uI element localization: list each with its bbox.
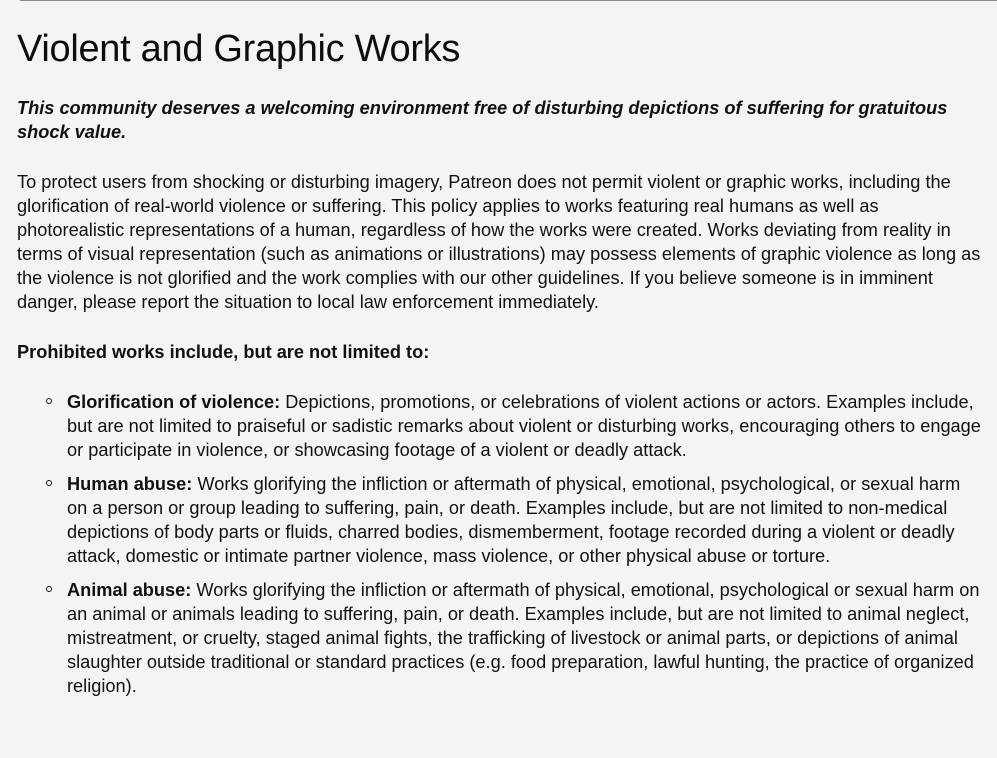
- list-item-text: Depictions, promotions, or celebrations of violent actions or actors. Examples include, but are not limited to praiseful or sadistic remarks about violent or disturbing works, encouraging others to engage or participate in violence, or showcasing footage of a violent or deadly attack.: [67, 392, 981, 460]
- list-item-term: Glorification of violence:: [67, 392, 281, 412]
- list-item-animal-abuse: [17, 578, 985, 698]
- policy-body: To protect users from shocking or disturbing imagery, Patreon does not permit violent or graphic works, including the glorification of real-world violence or suffering. This policy applies to works featuring real humans as well as photorealistic representations of a human, regardless of how the works were created. Works deviating from reality in terms of visual representation (such as animations or illustrations) may possess elements of graphic violence as long as the violence is not glorified and the work complies with our other guidelines. If you believe someone is in imminent danger, please report the situation to local law enforcement immediately.: [17, 172, 981, 312]
- intro-statement: This community deserves a welcoming environment free of disturbing depictions of suffering for gratuitous shock value.: [17, 98, 948, 142]
- hollow-bullet-icon: [46, 586, 52, 592]
- prohibited-works-list: [17, 390, 985, 698]
- page-title: Violent and Graphic Works: [17, 28, 461, 70]
- list-item-term: Human abuse:: [67, 474, 193, 494]
- list-item-text: Works glorifying the infliction or aftermath of physical, emotional, psychological, or sexual harm on a person or group leading to suffering, pain, or death. Examples include, but are not limited to non-medical depictions of body parts or fluids, charred bodies, dismemberment, footage recorded during a violent or deadly attack, domestic or intimate partner violence, mass violence, or other physical abuse or torture.: [67, 474, 961, 566]
- prohibited-list-heading: Prohibited works include, but are not limited to:: [17, 342, 430, 362]
- list-item-text: Works glorifying the infliction or aftermath of physical, emotional, psychological or sexual harm on an animal or animals leading to suffering, pain, or death. Examples include, but are not limited to animal neglect, mistreatment, or cruelty, staged animal fights, the trafficking of livestock or animal parts, or depictions of animal slaughter outside traditional or standard practices (e.g. food preparation, lawful hunting, the practice of organized religion).: [67, 580, 980, 696]
- list-item-human-abuse: [17, 472, 985, 568]
- policy-section: [17, 26, 985, 708]
- top-divider: [20, 0, 997, 1]
- list-item-glorification-of-violence: [17, 390, 985, 462]
- hollow-bullet-icon: [46, 398, 52, 404]
- hollow-bullet-icon: [46, 480, 52, 486]
- list-item-term: Animal abuse:: [67, 580, 192, 600]
